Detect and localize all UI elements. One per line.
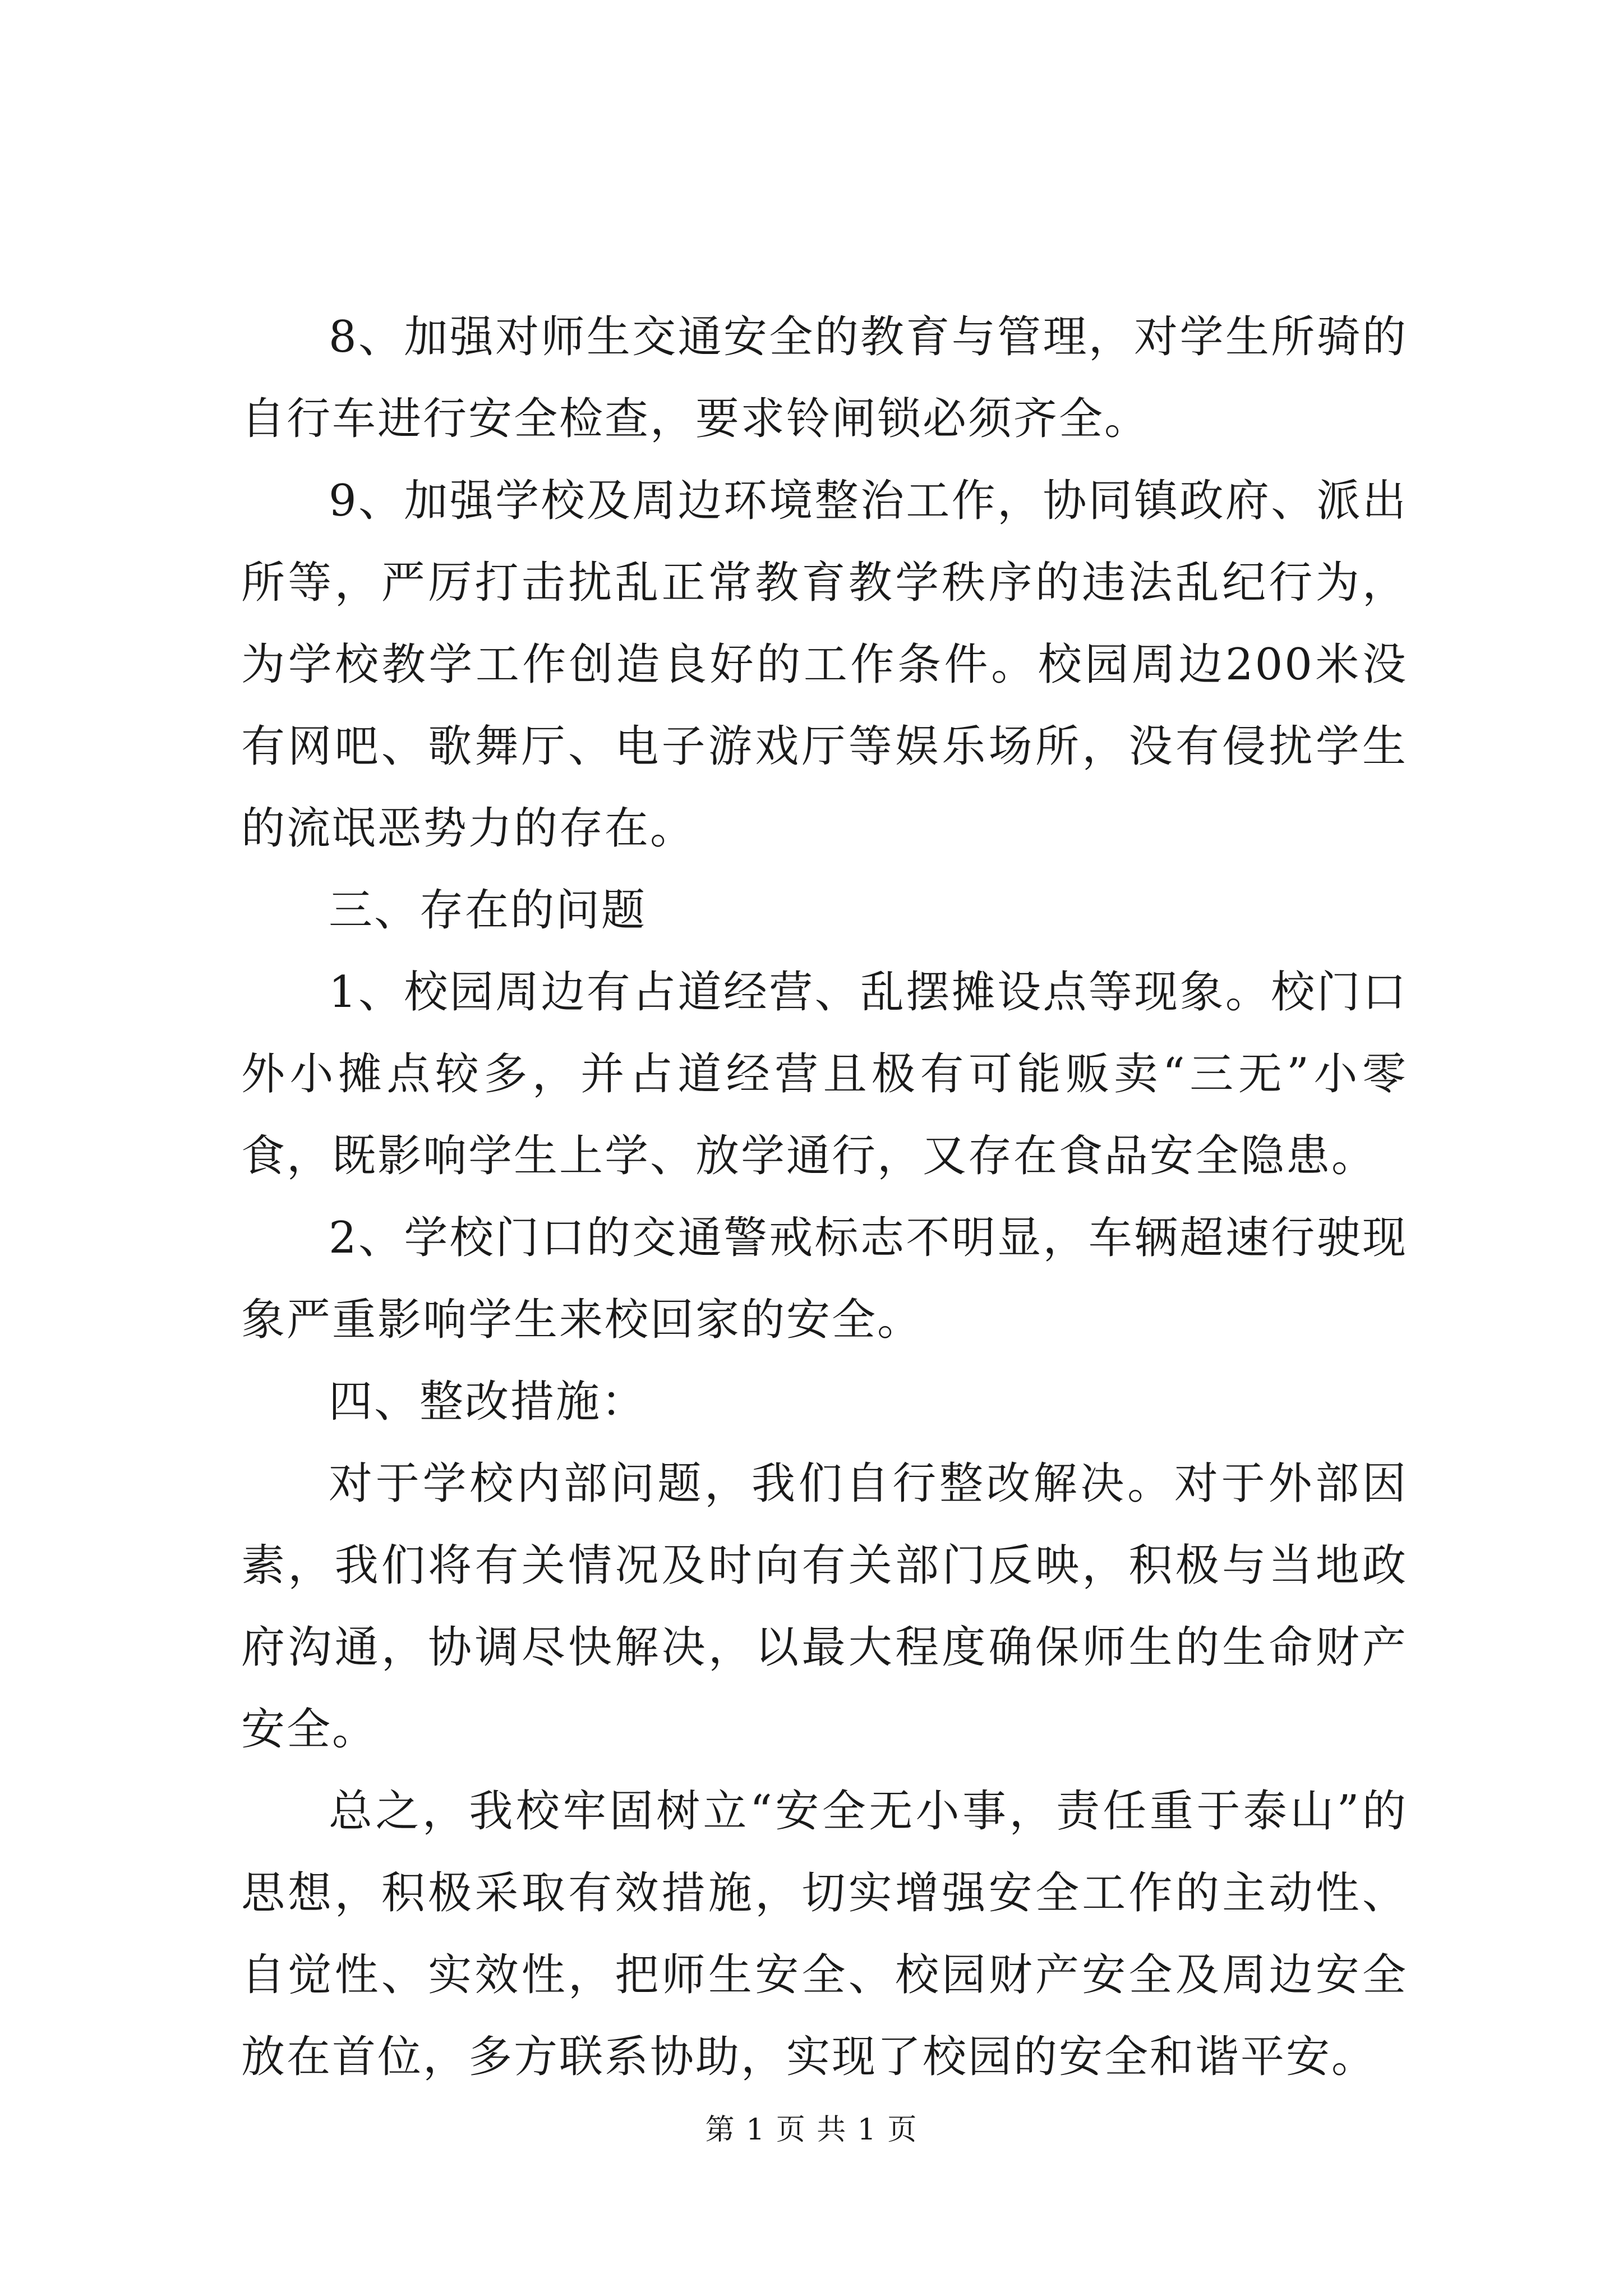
paragraph-item-9-environment: 9、加强学校及周边环境整治工作，协同镇政府、派出所等，严厉打击扰乱正常教育教学秩序的违法乱纪行为，为学校教学工作创造良好的工作条件。校园周边200米没有网吧、歌舞厅、电子游戏厅等娱乐场所，没有侵扰学生的流氓恶势力的存在。	[241, 476, 1408, 854]
paragraph-problem-1: 1、校园周边有占道经营、乱摆摊设点等现象。校门口外小摊点较多，并占道经营且极有可能贩卖“三无”小零食，既影响学生上学、放学通行，又存在食品安全隐患。	[241, 967, 1408, 1181]
paragraph-conclusion: 总之，我校牢固树立“安全无小事，责任重于泰山”的思想，积极采取有效措施，切实增强安全工作的主动性、自觉性、实效性，把师生安全、校园财产安全及周边安全放在首位，多方联系协助，实现了校园的安全和谐平安。	[241, 1786, 1408, 2082]
section-heading-measures: 四、整改措施：	[329, 1377, 647, 1427]
paragraph-measures: 对于学校内部问题，我们自行整改解决。对于外部因素，我们将有关情况及时向有关部门反映，积极与当地政府沟通，协调尽快解决，以最大程度确保师生的生命财产安全。	[241, 1458, 1408, 1755]
section-heading-problems: 三、存在的问题	[329, 885, 647, 936]
document-body	[241, 296, 1408, 2098]
paragraph-problem-2: 2、学校门口的交通警戒标志不明显，车辆超速行驶现象严重影响学生来校回家的安全。	[241, 1213, 1408, 1345]
paragraph-item-8-traffic-safety: 8、加强对师生交通安全的教育与管理，对学生所骑的自行车进行安全检查，要求铃闸锁必须齐全。	[241, 312, 1408, 444]
page-footer: 第 1 页 共 1 页	[705, 2113, 918, 2147]
